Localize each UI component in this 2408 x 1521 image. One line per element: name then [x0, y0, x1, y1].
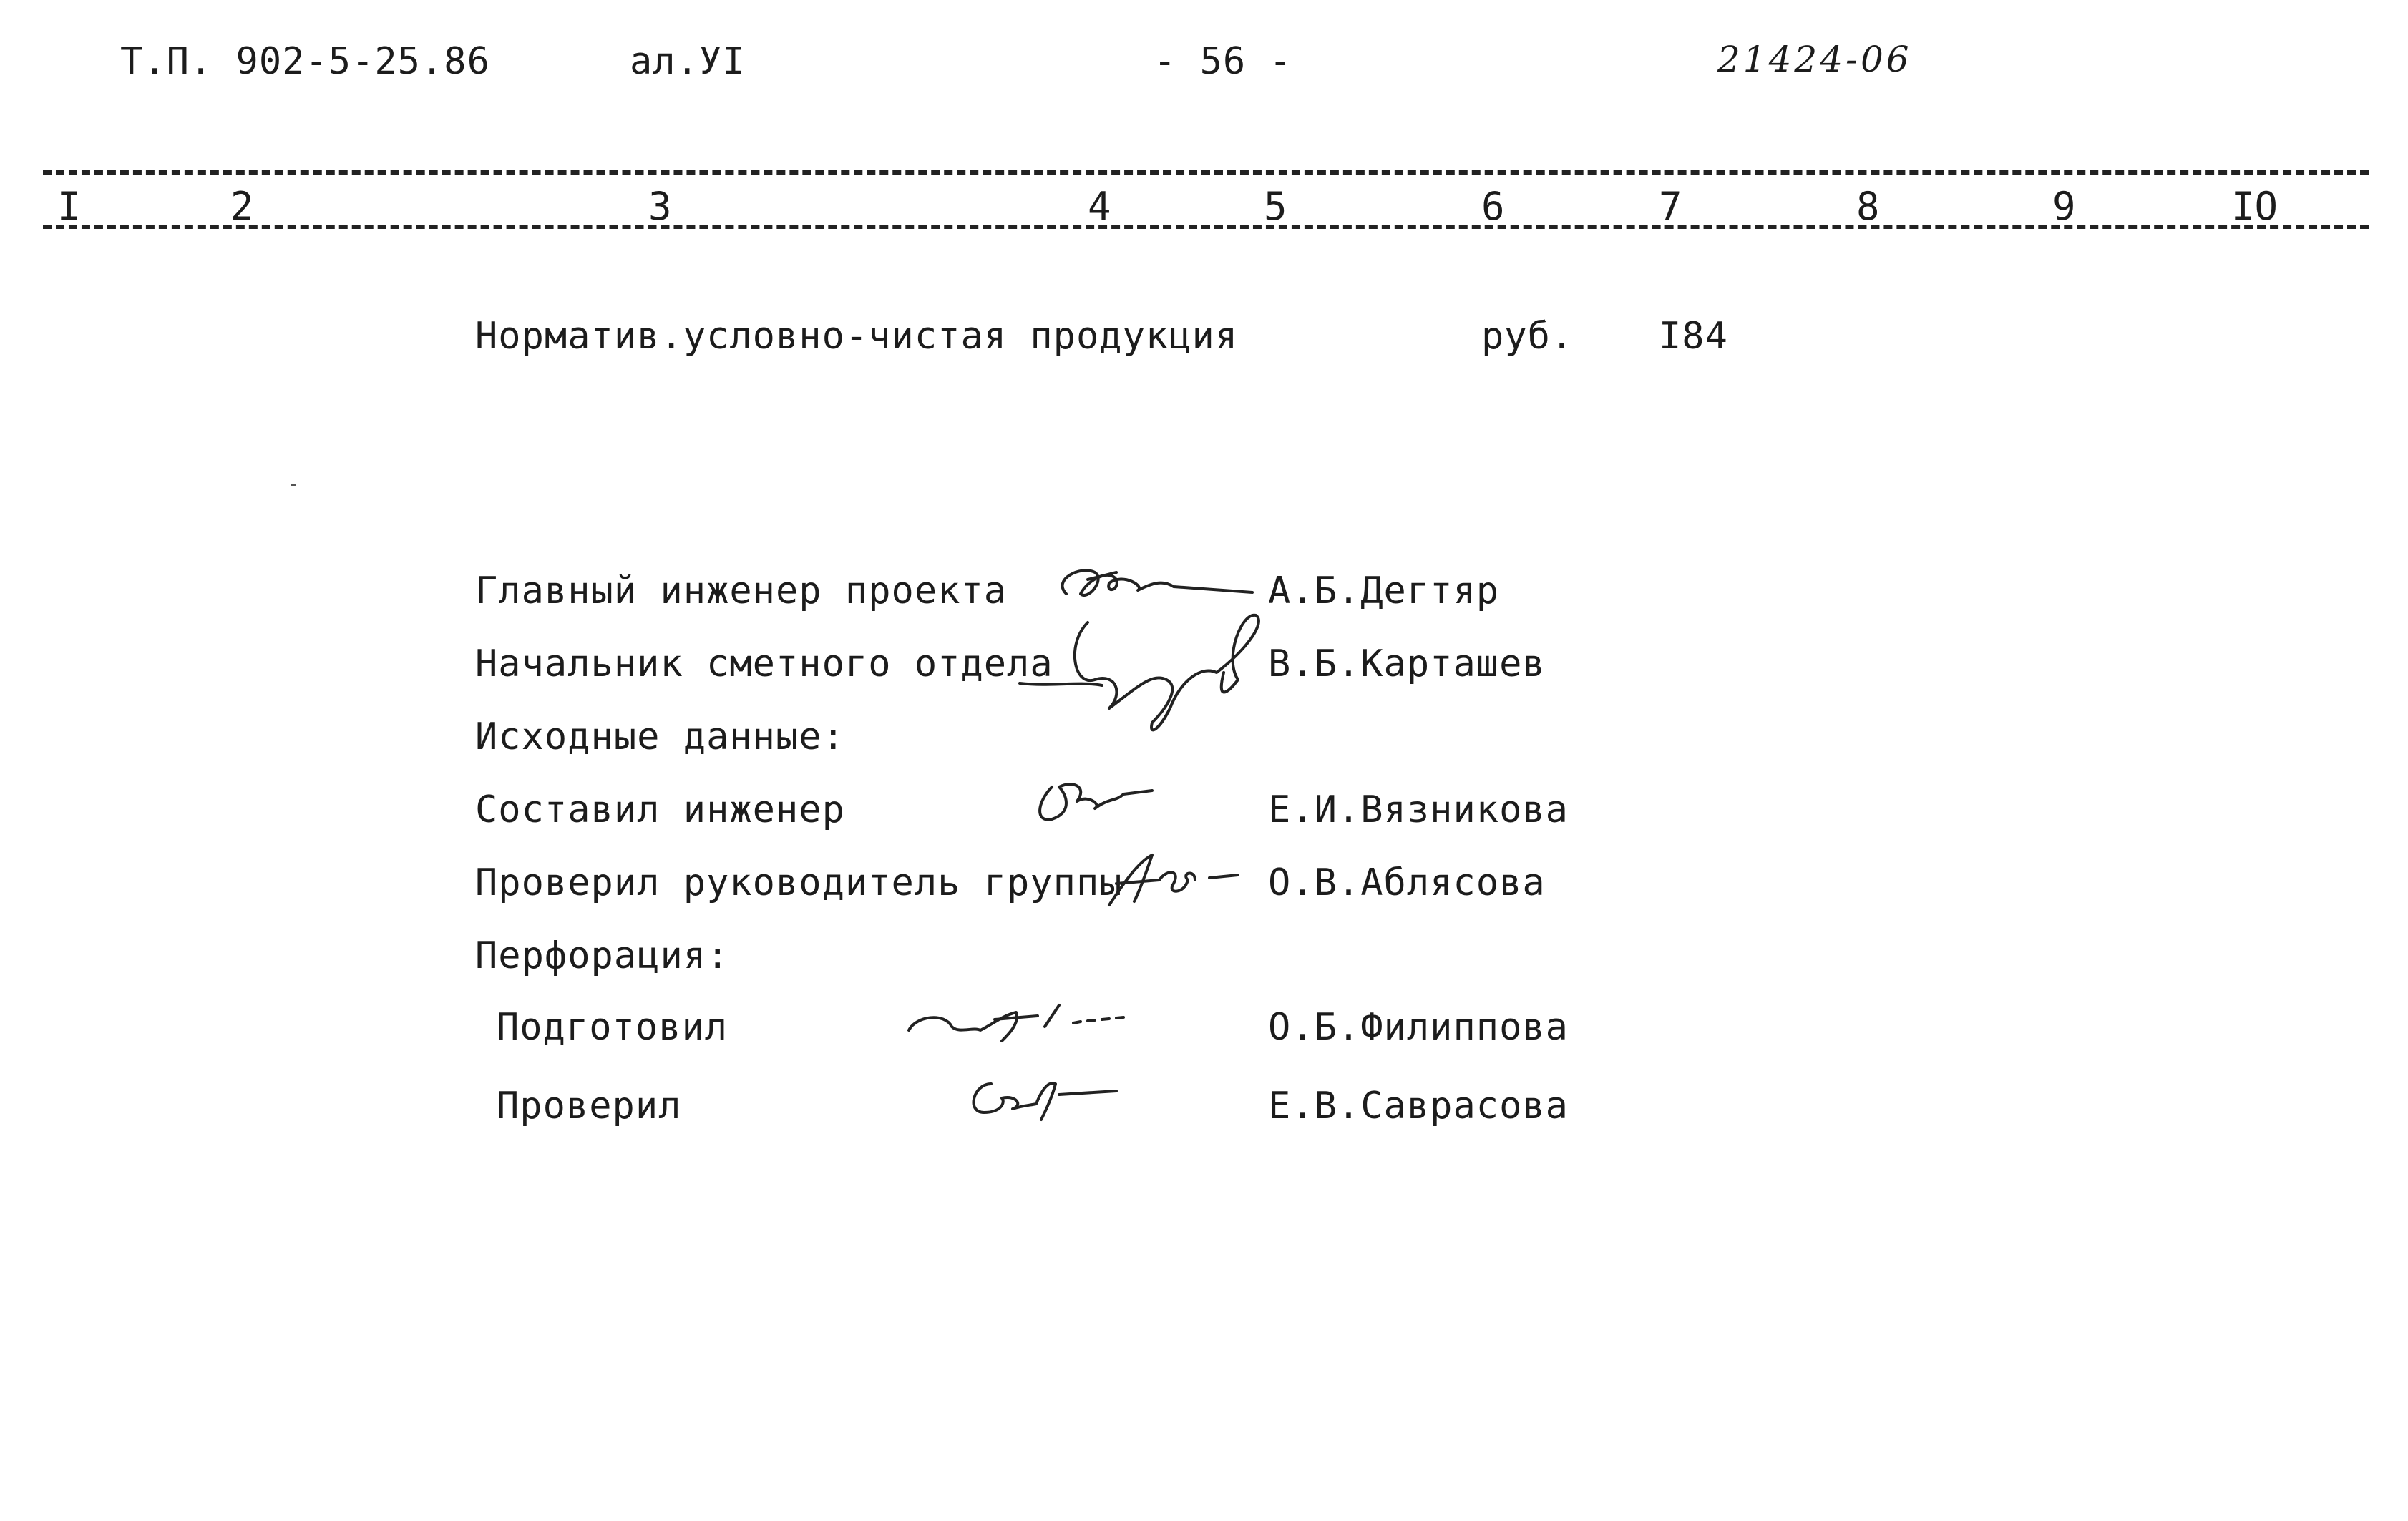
table-top-dashed-rule: [43, 170, 2369, 175]
product-unit: руб.: [1481, 315, 1574, 358]
column-number-8: 8: [1856, 184, 1880, 229]
role-chief-engineer: Главный инженер проекта: [475, 569, 1008, 612]
role-prepared-by: Подготовил: [497, 1006, 728, 1049]
column-number-9: 9: [2052, 184, 2076, 229]
signature-group-lead: [1102, 841, 1245, 912]
column-number-6: 6: [1481, 184, 1505, 229]
inventory-number: 21424-06: [1717, 39, 1912, 80]
column-number-7: 7: [1659, 184, 1682, 229]
name-compiled-by: Е.И.Вязникова: [1268, 788, 1569, 831]
signature-compiled-by: [1023, 766, 1166, 837]
stray-mark: [291, 484, 296, 486]
role-compiled-by: Составил инженер: [475, 788, 845, 831]
album-label: ал.УI: [630, 40, 746, 83]
name-group-lead: О.В.Аблясова: [1268, 861, 1546, 904]
signature-estimate-head: [1009, 601, 1281, 744]
column-number-1: I: [57, 184, 81, 229]
column-number-2: 2: [230, 184, 254, 229]
column-number-5: 5: [1264, 184, 1287, 229]
name-checked-by: Е.В.Саврасова: [1268, 1085, 1569, 1128]
document-code: Т.П. 902-5-25.86: [120, 40, 490, 83]
column-number-4: 4: [1088, 184, 1111, 229]
name-prepared-by: О.Б.Филиппова: [1268, 1006, 1569, 1049]
section-source-data: Исходные данные:: [475, 715, 845, 758]
section-perforation: Перфорация:: [475, 934, 730, 977]
product-label: Норматив.условно-чистая продукция: [475, 315, 1239, 358]
name-chief-engineer: А.Б.Дегтяр: [1268, 569, 1500, 612]
role-estimate-head: Начальник сметного отдела: [475, 642, 1053, 685]
role-group-lead: Проверил руководитель группы: [475, 861, 1123, 904]
signature-checked-by: [952, 1062, 1131, 1134]
name-estimate-head: В.Б.Карташев: [1268, 642, 1546, 685]
column-number-3: 3: [648, 184, 672, 229]
column-number-10: IO: [2231, 184, 2278, 229]
signature-prepared-by: [895, 984, 1131, 1055]
product-value: I84: [1659, 315, 1728, 358]
table-bottom-dashed-rule: [43, 225, 2369, 229]
page-number: - 56 -: [1154, 40, 1292, 83]
role-checked-by: Проверил: [497, 1085, 682, 1128]
